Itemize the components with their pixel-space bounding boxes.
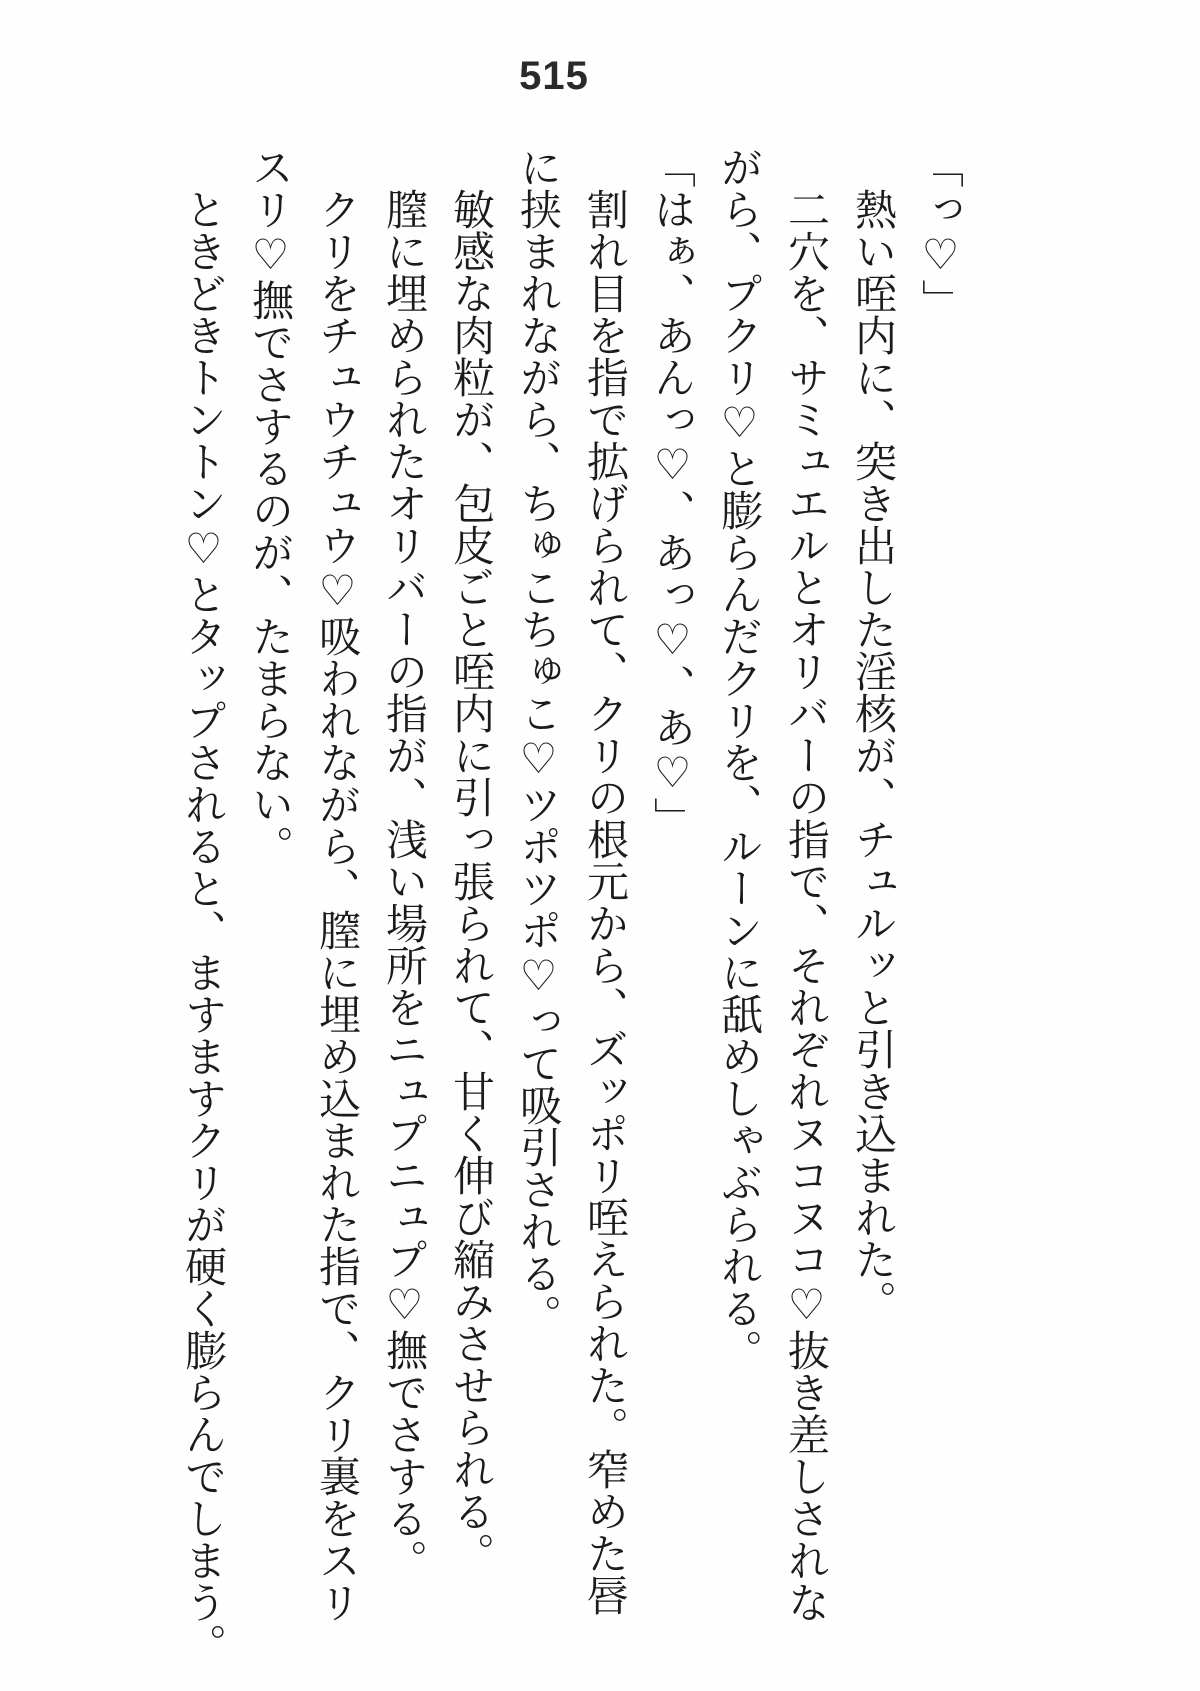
page-text: [170, 146, 974, 1674]
text-line: クリをチュウチュウ♡吸われながら、膣に埋め込まれた指で、クリ裏をスリ: [313, 188, 362, 1623]
text-line: ときどきトントン♡とタップされると、ますますクリが硬く膨らんでしまう。: [179, 188, 228, 1665]
text-line: 敏感な肉粒が、包皮ごと咥内に引っ張られて、甘く伸び縮みさせられる。: [447, 188, 496, 1574]
text-line: 「っ♡」: [916, 146, 965, 321]
text-line: がら、プクリ♡と膨らんだクリを、ルーンに舐めしゃぶられる。: [715, 146, 764, 1371]
text-line: に挟まれながら、ちゅこちゅこ♡ツポツポ♡って吸引される。: [514, 146, 563, 1336]
text-line: 熱い咥内に、突き出した淫核が、チュルッと引き込まれた。: [849, 188, 898, 1322]
text-line: 割れ目を指で拡げられて、クリの根元から、ズッポリ咥えられた。窄めた唇: [581, 188, 630, 1616]
text-line: 二穴を、サミュエルとオリバーの指で、それぞれヌコヌコ♡抜き差しされな: [782, 188, 831, 1623]
page-number: 515: [519, 54, 589, 98]
text-line: 「はぁ、あんっ♡、あっ♡、あ♡」: [648, 146, 697, 839]
text-line: スリ♡撫でさするのが、たまらない。: [246, 146, 295, 867]
text-line: 膣に埋められたオリバーの指が、浅い場所をニュプニュプ♡撫でさする。: [380, 188, 429, 1581]
